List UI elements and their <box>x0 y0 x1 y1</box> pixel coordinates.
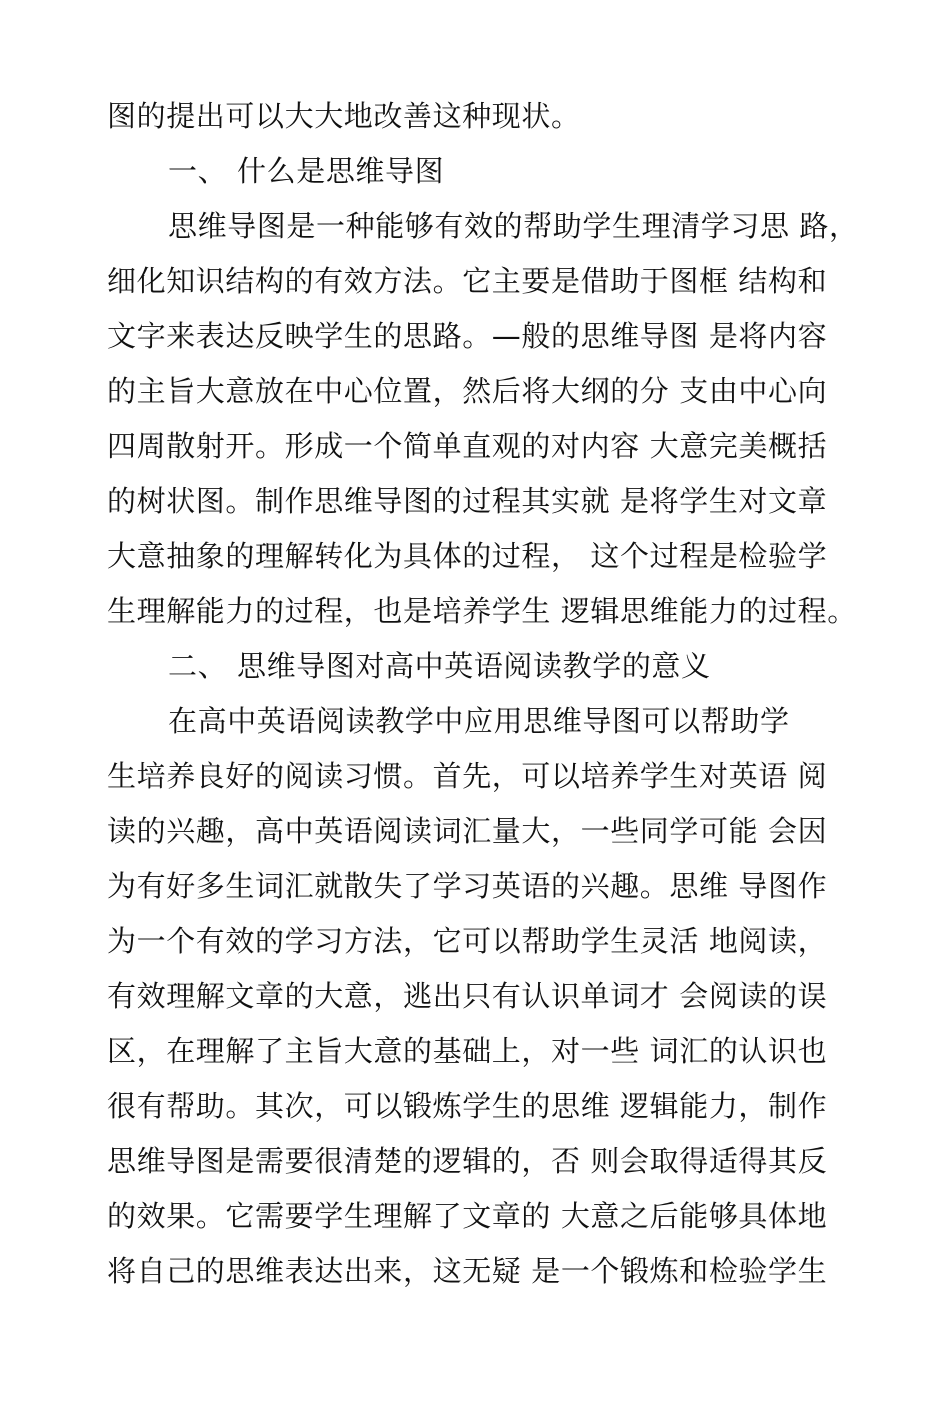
section-heading-1: 一、 什么是思维导图 <box>168 154 445 188</box>
paragraph-line: 为一个有效的学习方法，它可以帮助学生灵活 地阅读， <box>107 924 828 958</box>
section-heading-2: 二、 思维导图对高中英语阅读教学的意义 <box>168 649 711 683</box>
paragraph-line: 大意抽象的理解转化为具体的过程， 这个过程是检验学 <box>107 539 828 573</box>
paragraph-line: 的主旨大意放在中心位置，然后将大纲的分 支由中心向 <box>107 374 828 408</box>
paragraph-line: 的效果。它需要学生理解了文章的 大意之后能够具体地 <box>107 1199 828 1233</box>
paragraph-line: 为有好多生词汇就散失了学习英语的兴趣。思维 导图作 <box>107 869 828 903</box>
paragraph-line: 很有帮助。其次，可以锻炼学生的思维 逻辑能力，制作 <box>107 1089 828 1123</box>
paragraph-line: 将自己的思维表达出来，这无疑 是一个锻炼和检验学生 <box>107 1254 828 1288</box>
paragraph-line: 细化知识结构的有效方法。它主要是借助于图框 结构和 <box>107 264 828 298</box>
paragraph-line: 在高中英语阅读教学中应用思维导图可以帮助学 <box>168 704 790 738</box>
paragraph-line: 读的兴趣，高中英语阅读词汇量大，一些同学可能 会因 <box>107 814 828 848</box>
paragraph-line: 有效理解文章的大意，逃出只有认识单词才 会阅读的误 <box>107 979 828 1013</box>
paragraph-line: 的树状图。制作思维导图的过程其实就 是将学生对文章 <box>107 484 828 518</box>
paragraph-line: 生培养良好的阅读习惯。首先，可以培养学生对英语 阅 <box>107 759 828 793</box>
paragraph-line: 思维导图是一种能够有效的帮助学生理清学习思 路， <box>168 209 859 243</box>
paragraph-line: 区，在理解了主旨大意的基础上，对一些 词汇的认识也 <box>107 1034 828 1068</box>
paragraph-line: 四周散射开。形成一个简单直观的对内容 大意完美概括 <box>107 429 828 463</box>
paragraph-line: 思维导图是需要很清楚的逻辑的，否 则会取得适得其反 <box>107 1144 828 1178</box>
text-line: 图的提出可以大大地改善这种现状。 <box>107 99 581 133</box>
paragraph-line: 文字来表达反映学生的思路。—般的思维导图 是将内容 <box>107 319 828 353</box>
paragraph-line: 生理解能力的过程，也是培养学生 逻辑思维能力的过程。 <box>107 594 857 628</box>
